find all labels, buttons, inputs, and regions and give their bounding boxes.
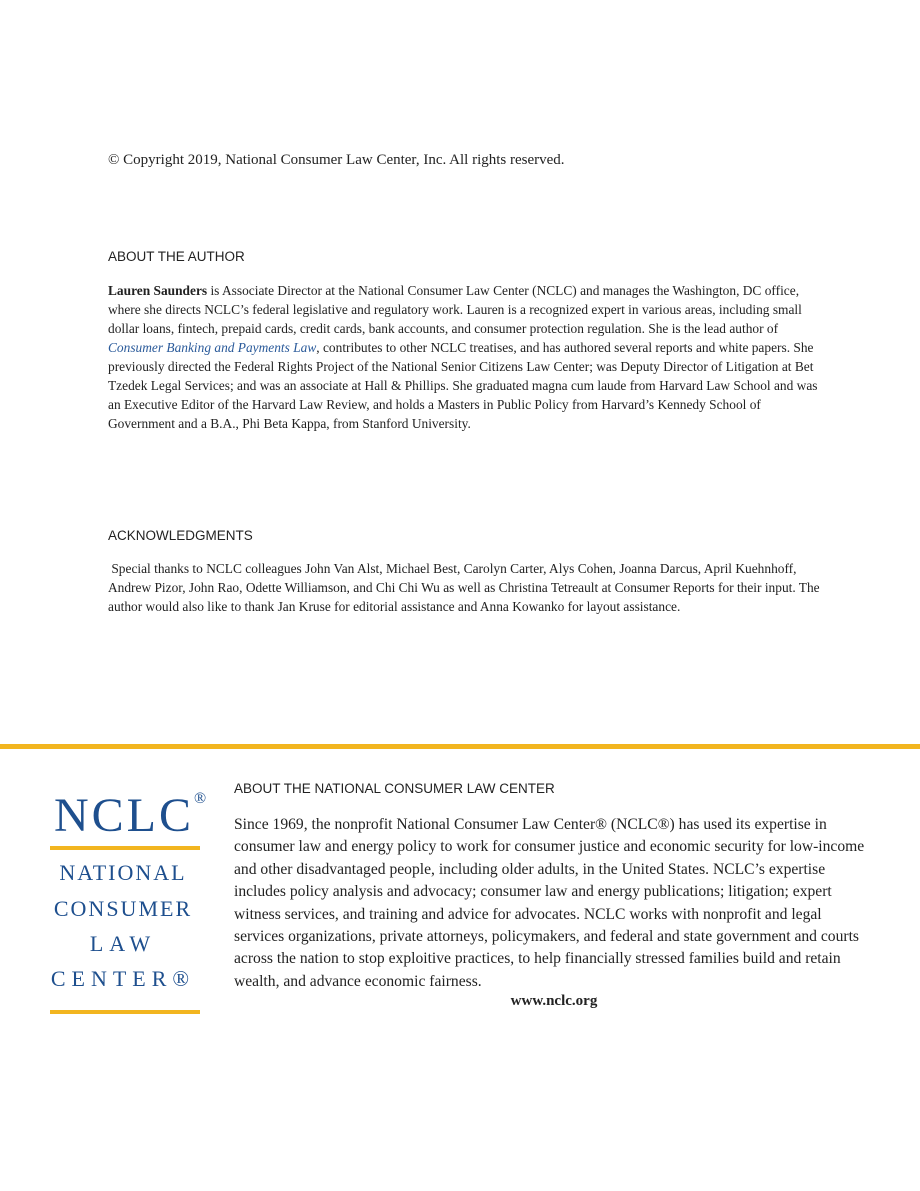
nclc-logo	[48, 788, 208, 1018]
logo-line-consumer: CONSUMER	[53, 896, 193, 921]
website-link[interactable]: www.nclc.org	[510, 993, 598, 1009]
logo-abbreviation: NCLC	[54, 789, 195, 842]
acknowledgments-heading: ACKNOWLEDGMENTS	[108, 528, 253, 543]
author-name: Lauren Saunders	[108, 283, 208, 298]
book-title-link[interactable]: Consumer Banking and Payments Law	[108, 340, 317, 355]
about-author-paragraph	[108, 281, 828, 433]
copyright-notice: © Copyright 2019, National Consumer Law Center, Inc. All rights reserved.	[108, 152, 565, 168]
logo-registered-mark: ®	[194, 790, 207, 807]
about-nclc-paragraph: Since 1969, the nonprofit National Consumer Law Center® (NCLC®) has used its expertise in consumer law and energy policy to work for consumer justice and economic security for low-income and other disadvantaged people, including older adults, in the United States. NCLC’s expertise includes policy analysis and advocacy; consumer law and energy publications; litigation; expert witness services, and training and advice for advocates. NCLC works with nonprofit and legal services organizations, private attorneys, policymakers, and federal and state government and courts across the nation to stop exploitive practices, to help financially stressed families build and retain wealth, and advance economic fairness.	[234, 816, 865, 990]
logo-line-law: LAW	[89, 931, 157, 956]
about-author-heading: ABOUT THE AUTHOR	[108, 249, 245, 264]
logo-bar-top	[50, 846, 200, 850]
gold-divider	[0, 744, 920, 749]
author-bio-part2: , contributes to other NCLC treatises, and has authored several reports and white papers. She previously directed the Federal Rights Project of the National Senior Citizens Law Center; was Deputy Director of Litigation at Bet Tzedek Legal Services; and was an associate at Hall & Phillips. She graduated magna cum laude from Harvard Law School and was an Executive Editor of the Harvard Law Review, and holds a Masters in Public Policy from Harvard’s Kennedy School of Government and a B.A., Phi Beta Kappa, from Stanford University.	[108, 340, 818, 431]
author-bio-part1: is Associate Director at the National Consumer Law Center (NCLC) and manages the Washington, DC office, where she directs NCLC’s federal legislative and regulatory work. Lauren is a recognized expert in various areas, including small dollar loans, fintech, prepaid cards, credit cards, bank accounts, and consumer protection regulation. She is the lead author of	[108, 283, 802, 336]
acknowledgments-paragraph: Special thanks to NCLC colleagues John Van Alst, Michael Best, Carolyn Carter, Alys Cohen, Joanna Darcus, April Kuehnhoff, Andrew Pizor, John Rao, Odette Williamson, and Chi Chi Wu as well as Christina Tetreault at Consumer Reports for their input. The author would also like to thank Jan Kruse for editorial assistance and Anna Kowanko for layout assistance.	[108, 561, 823, 614]
about-nclc-heading: ABOUT THE NATIONAL CONSUMER LAW CENTER	[234, 781, 555, 796]
logo-line-national: NATIONAL	[59, 860, 187, 885]
logo-bar-bottom	[50, 1010, 200, 1014]
logo-line-center: CENTER®	[50, 966, 196, 991]
